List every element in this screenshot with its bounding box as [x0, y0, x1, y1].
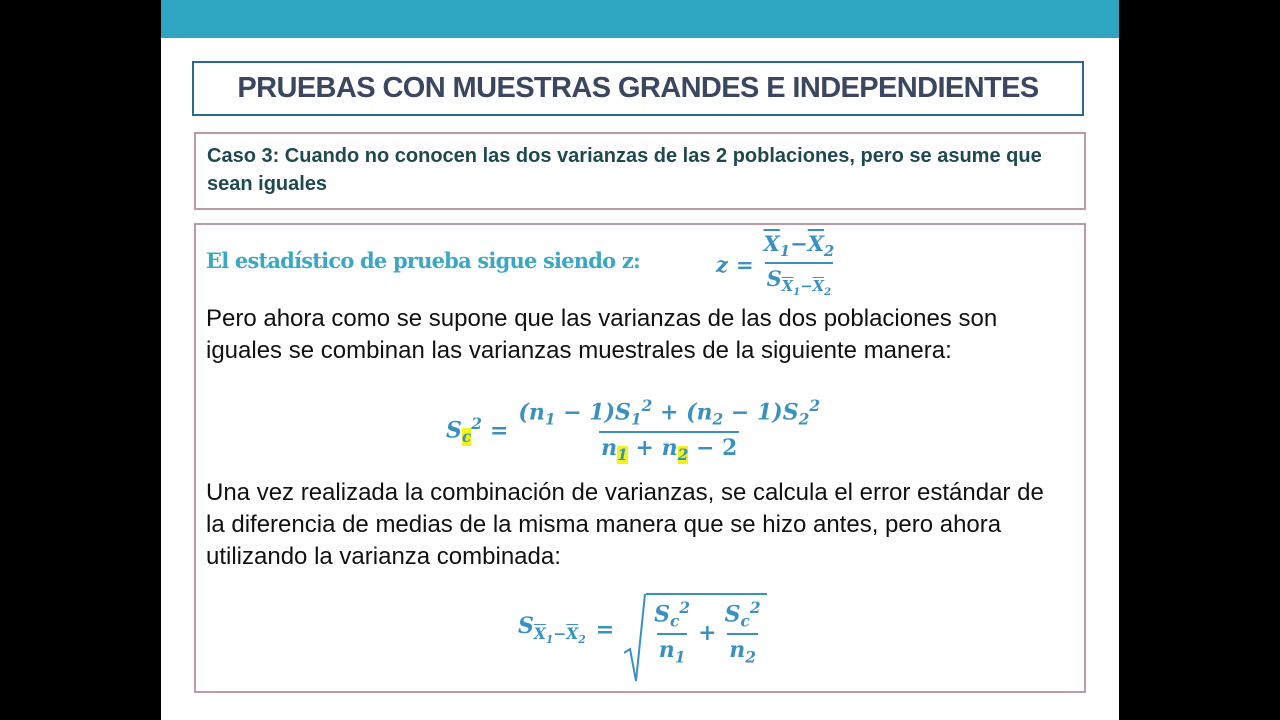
z-fraction [762, 231, 837, 298]
std-error-formula [518, 593, 767, 666]
term1-fraction: $\frac{S_c^2}{n_1}$ [654, 599, 691, 667]
paragraph-std-error: Una vez realizada la combinación de varianzas, se calcula el error estándar de la diferencia de medias de la misma manera que se hizo antes, pero ahora utilizando la varianza combinada: [206, 479, 1044, 570]
z-symbol: z [716, 252, 728, 278]
top-bar [161, 0, 1119, 38]
title-box [192, 61, 1084, 116]
statistic-label: El estadístico de prueba sigue siendo z: [206, 248, 640, 273]
z-numerator: $\overline{X}_1-\overline{X}_2$ [763, 231, 835, 261]
case-text: Caso 3: Cuando no conocen las dos varianzas de las 2 poblaciones, pero se asume que sean iguales [207, 145, 1042, 195]
main-content-box [194, 223, 1086, 693]
paragraph-pooled-intro: Pero ahora como se supone que las varianzas de las dos poblaciones son iguales se combinan las varianzas muestrales de la siguiente manera: [206, 305, 998, 364]
term2-fraction: $\frac{S_c^2}{n_2}$ [724, 599, 761, 667]
std-error-lhs: $S_{\overline{X}_1-\overline{X}_2}$ [518, 613, 586, 646]
radical-body [646, 593, 766, 666]
equals-sign: = [595, 616, 615, 643]
case-box [194, 132, 1086, 210]
pooled-denominator: $n_1 + n_2 - 2$ [599, 431, 739, 464]
equals-sign: = [735, 252, 754, 278]
radical-sign-icon [624, 593, 646, 666]
pooled-lhs: $S_c^2$ [446, 414, 482, 447]
equals-sign: = [489, 417, 509, 444]
pooled-numerator: $(n_1 - 1)S_1^2 + (n_2 - 1)S_2^2$ [518, 397, 821, 429]
pooled-fraction [516, 397, 822, 464]
slide-title: PRUEBAS CON MUESTRAS GRANDES E INDEPENDIENTES [237, 72, 1039, 104]
z-formula [716, 231, 836, 298]
slide [161, 0, 1119, 720]
z-denominator: $S_{\overline{X}_1-\overline{X}_2}$ [765, 262, 834, 298]
plus-sign: + [698, 619, 717, 646]
pooled-variance-formula [446, 397, 822, 464]
square-root [624, 593, 766, 666]
